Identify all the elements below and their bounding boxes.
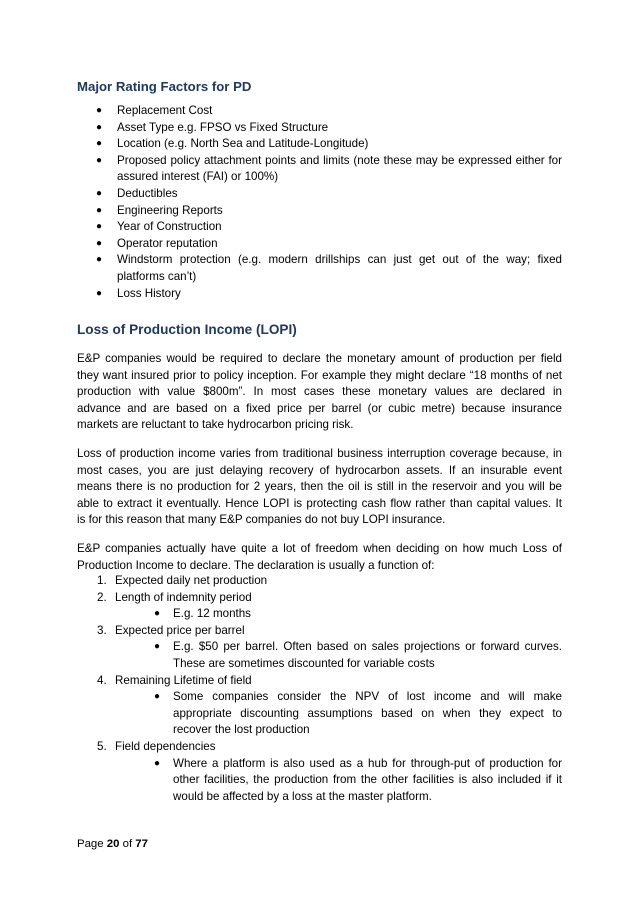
list-item: ● Year of Construction	[77, 219, 562, 236]
lopi-paragraph-2: Loss of production income varies from traditional business interruption coverage because, in most cases, you are just delaying recovery of hydrocarbon assets. If an insurable event means there is no production for 2 years, then the oil is still in the reservoir and you will be able to extract it eventually. Hence LOPI is protecting cash flow rather than capital values. It is for this reason that many E&P companies do not buy LOPI insurance.	[77, 447, 562, 527]
bullet-icon: ●	[154, 608, 161, 620]
declaration-factors-list	[77, 573, 562, 805]
bullet-icon: ●	[154, 641, 161, 653]
list-item: 3. Expected price per barrel ● E.g. $50 per barrel. Often based on sales projections or forward curves. These are sometimes discounted for variable costs	[77, 623, 562, 673]
bullet-icon: ●	[96, 121, 103, 133]
bullet-icon: ●	[96, 138, 103, 150]
sub-list-item: ● Some companies consider the NPV of lost income and will make appropriate discounting assumptions based on when they expect to recover the lost production	[154, 690, 562, 737]
bullet-icon: ●	[96, 187, 103, 199]
list-item: ● Asset Type e.g. FPSO vs Fixed Structure	[77, 120, 562, 137]
page-label: Page	[77, 838, 104, 850]
section-heading-pd: Major Rating Factors for PD	[77, 79, 252, 94]
pd-rating-factors-list	[77, 103, 562, 302]
bullet-icon: ●	[154, 757, 161, 769]
lopi-paragraph-3: E&P companies actually have quite a lot of freedom when deciding on how much Loss of Production Income to declare. The declaration is usually a function of:	[77, 542, 562, 572]
section-heading-lopi: Loss of Production Income (LOPI)	[77, 322, 297, 337]
bullet-icon: ●	[96, 204, 103, 216]
sub-list-item: ● E.g. 12 months	[115, 606, 562, 623]
list-item: 1. Expected daily net production	[97, 574, 268, 587]
list-item: 2. Length of indemnity period ● E.g. 12 months	[77, 590, 562, 623]
list-item: 4. Remaining Lifetime of field ● Some companies consider the NPV of lost income and will make appropriate discounting assumptions based on when they expect to recover the lost production	[77, 673, 562, 739]
sub-list	[115, 689, 562, 739]
bullet-icon: ●	[96, 221, 103, 233]
sub-list	[115, 639, 562, 672]
list-item: ● Location (e.g. North Sea and Latitude-Longitude)	[77, 136, 562, 153]
sub-list-item: ● E.g. $50 per barrel. Often based on sales projections or forward curves. These are sometimes discounted for variable costs	[154, 640, 562, 670]
list-item: ● Proposed policy attachment points and limits (note these may be expressed either for assured interest (FAI) or 100%)	[96, 153, 562, 184]
bullet-icon: ●	[96, 105, 103, 116]
sub-list	[115, 756, 562, 806]
lopi-paragraph-1: E&P companies would be required to declare the monetary amount of production per field they want insured prior to policy inception. For example they might declare “18 months of net production with value $800m”. In most cases these monetary values are declared in advance and are based on a fixed price per barrel (or cubic metre) because insurance markets are reluctant to take hydrocarbon pricing risk.	[77, 352, 562, 432]
bullet-icon: ●	[96, 237, 103, 249]
page-number-current: 20	[106, 838, 120, 850]
list-item: ● Deductibles	[77, 186, 562, 203]
list-item: ● Engineering Reports	[77, 203, 562, 220]
page-number-total: 77	[135, 838, 148, 850]
list-item: ● Replacement Cost	[77, 103, 562, 120]
page-footer	[77, 838, 148, 850]
list-item: 5. Field dependencies ● Where a platform is also used as a hub for through-put of production for other facilities, the production from the other facilities is also included if it would be affected by a loss at the master platform.	[77, 739, 562, 805]
bullet-icon: ●	[96, 154, 103, 166]
list-item: ● Windstorm protection (e.g. modern drillships can just get out of the way; fixed platforms can’t)	[96, 253, 562, 283]
bullet-icon: ●	[154, 691, 161, 703]
bullet-icon: ●	[96, 287, 103, 299]
sub-list-item: ● Where a platform is also used as a hub for through-put of production for other facilities, the production from the other facilities is also included if it would be affected by a loss at the master platform.	[154, 756, 562, 803]
list-item: ● Loss History	[77, 286, 562, 303]
page-of-label: of	[122, 838, 133, 850]
bullet-icon: ●	[96, 254, 103, 266]
list-item: ● Operator reputation	[77, 236, 562, 253]
sub-list	[115, 606, 562, 623]
